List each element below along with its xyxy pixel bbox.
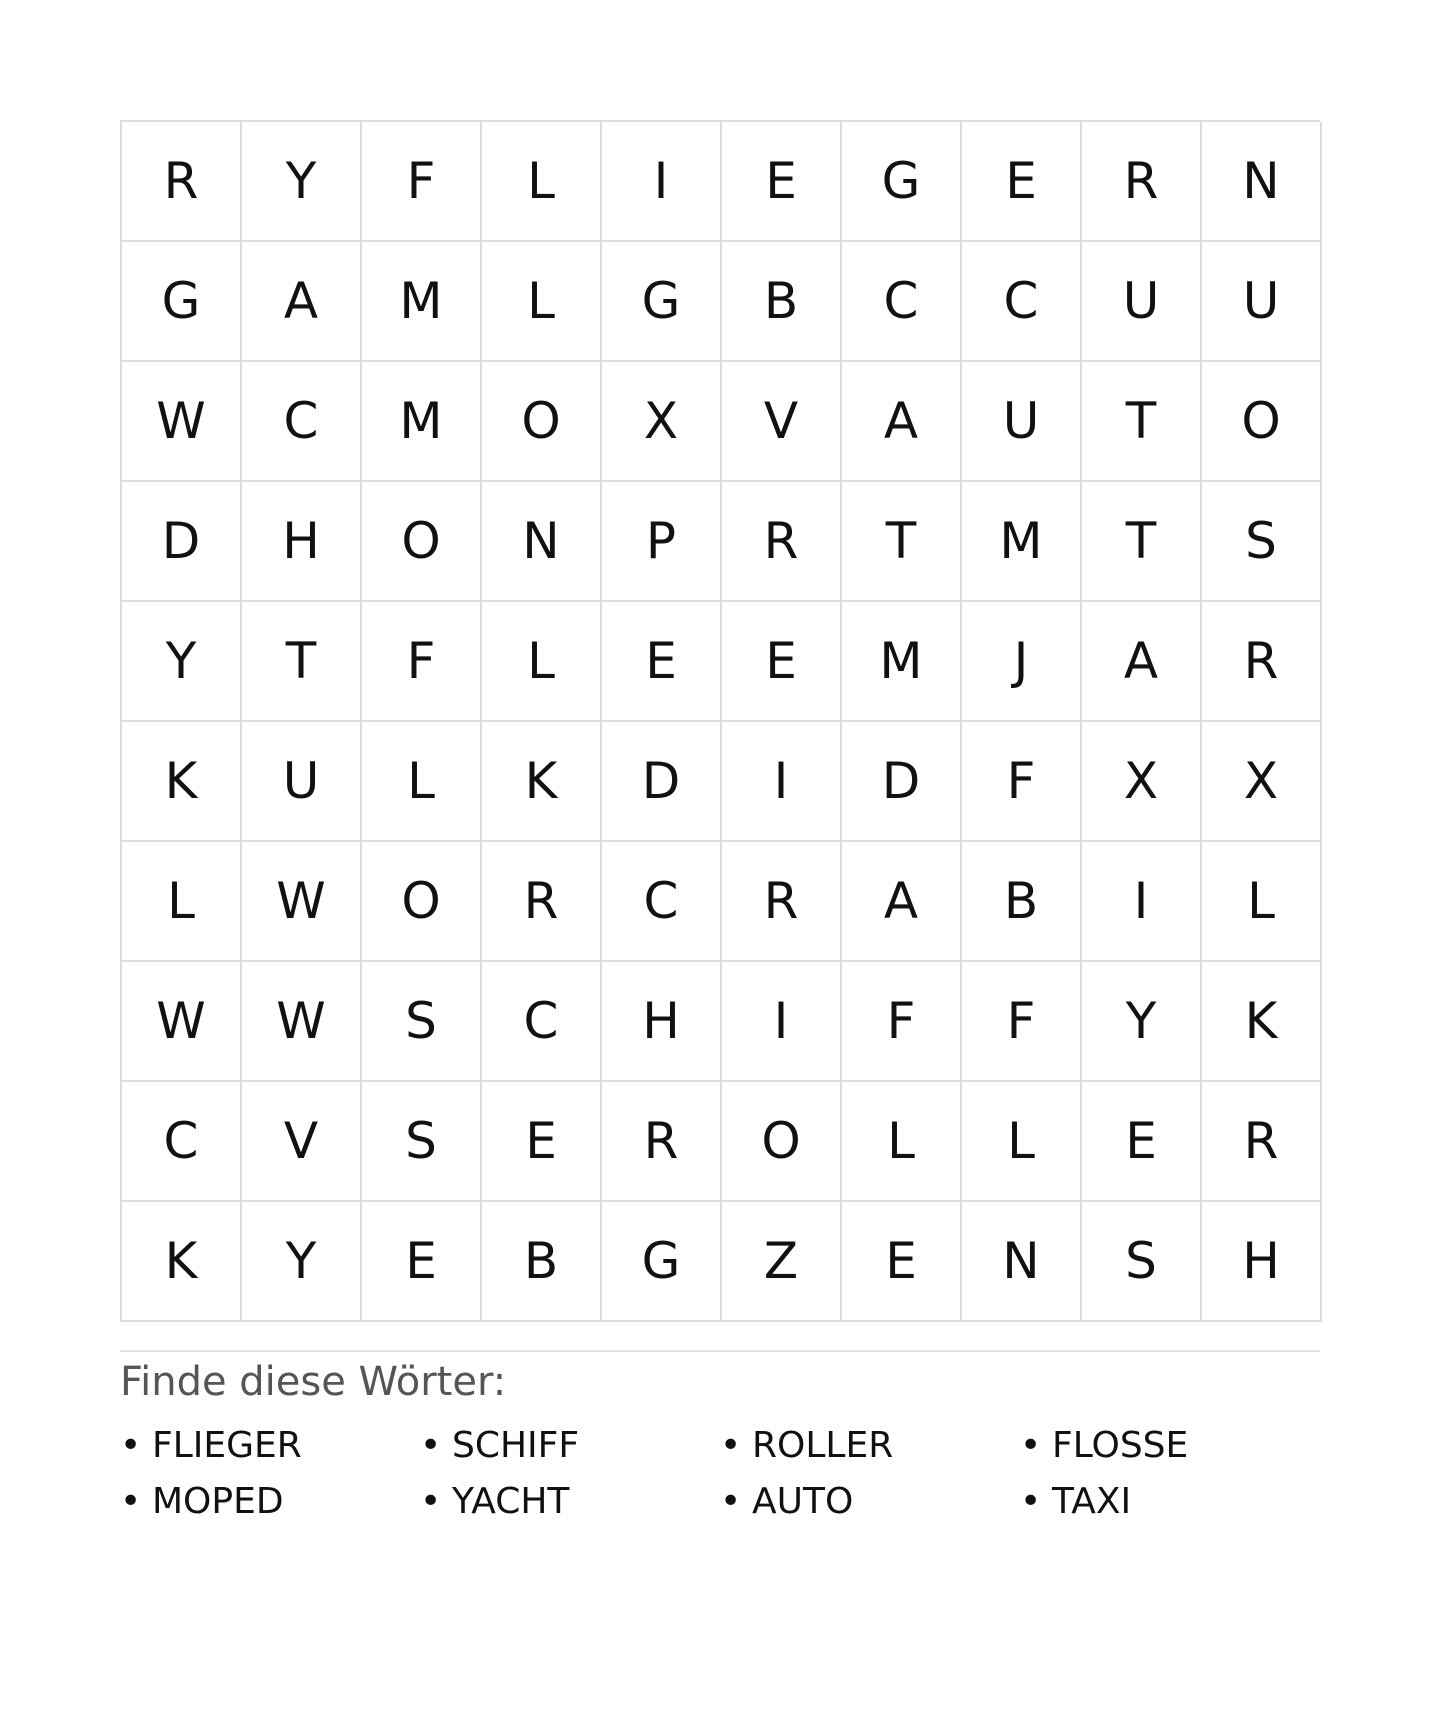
grid-cell[interactable]: T <box>242 602 362 722</box>
grid-cell[interactable]: O <box>1202 362 1322 482</box>
grid-cell[interactable]: C <box>242 362 362 482</box>
bullet-icon: • <box>420 1425 442 1466</box>
grid-cell[interactable]: N <box>1202 122 1322 242</box>
grid-cell[interactable]: X <box>1082 722 1202 842</box>
grid-cell[interactable]: K <box>122 722 242 842</box>
grid-cell[interactable]: H <box>1202 1202 1322 1322</box>
grid-cell[interactable]: S <box>362 1082 482 1202</box>
letter-grid <box>120 120 1320 1322</box>
grid-cell[interactable]: R <box>602 1082 722 1202</box>
grid-cell[interactable]: W <box>242 962 362 1082</box>
word-label: SCHIFF <box>452 1425 580 1466</box>
grid-cell[interactable]: E <box>362 1202 482 1322</box>
grid-cell[interactable]: M <box>842 602 962 722</box>
grid-cell[interactable]: M <box>962 482 1082 602</box>
grid-cell[interactable]: O <box>482 362 602 482</box>
grid-cell[interactable]: O <box>362 482 482 602</box>
grid-cell[interactable]: D <box>842 722 962 842</box>
grid-cell[interactable]: E <box>1082 1082 1202 1202</box>
grid-cell[interactable]: T <box>842 482 962 602</box>
grid-cell[interactable]: E <box>482 1082 602 1202</box>
word-list-item <box>720 1474 1020 1530</box>
grid-cell[interactable]: B <box>962 842 1082 962</box>
grid-cell[interactable]: A <box>842 842 962 962</box>
grid-cell[interactable]: R <box>1202 602 1322 722</box>
grid-cell[interactable]: J <box>962 602 1082 722</box>
grid-cell[interactable]: G <box>602 242 722 362</box>
grid-cell[interactable]: L <box>482 242 602 362</box>
grid-cell[interactable]: P <box>602 482 722 602</box>
grid-cell[interactable]: S <box>1202 482 1322 602</box>
word-label: MOPED <box>152 1481 284 1522</box>
grid-cell[interactable]: H <box>242 482 362 602</box>
grid-cell[interactable]: F <box>962 722 1082 842</box>
grid-cell[interactable]: K <box>1202 962 1322 1082</box>
grid-cell[interactable]: E <box>842 1202 962 1322</box>
grid-cell[interactable]: I <box>1082 842 1202 962</box>
grid-cell[interactable]: E <box>602 602 722 722</box>
grid-cell[interactable]: W <box>122 362 242 482</box>
grid-cell[interactable]: Z <box>722 1202 842 1322</box>
bullet-icon: • <box>120 1481 142 1522</box>
word-search-puzzle <box>120 120 1320 1530</box>
grid-cell[interactable]: M <box>362 242 482 362</box>
grid-cell[interactable]: L <box>362 722 482 842</box>
grid-cell[interactable]: U <box>962 362 1082 482</box>
grid-cell[interactable]: F <box>842 962 962 1082</box>
grid-cell[interactable]: G <box>602 1202 722 1322</box>
grid-cell[interactable]: L <box>962 1082 1082 1202</box>
grid-cell[interactable]: B <box>482 1202 602 1322</box>
grid-cell[interactable]: R <box>722 842 842 962</box>
word-list <box>120 1418 1320 1530</box>
bullet-icon: • <box>420 1481 442 1522</box>
grid-cell[interactable]: I <box>602 122 722 242</box>
bullet-icon: • <box>1020 1481 1042 1522</box>
grid-cell[interactable]: F <box>362 122 482 242</box>
grid-cell[interactable]: F <box>362 602 482 722</box>
grid-cell[interactable]: I <box>722 962 842 1082</box>
grid-cell[interactable]: C <box>482 962 602 1082</box>
grid-cell[interactable]: X <box>1202 722 1322 842</box>
grid-cell[interactable]: G <box>122 242 242 362</box>
divider <box>120 1350 1320 1352</box>
word-label: FLOSSE <box>1052 1425 1189 1466</box>
grid-cell[interactable]: C <box>602 842 722 962</box>
grid-cell[interactable]: I <box>722 722 842 842</box>
grid-cell[interactable]: L <box>482 602 602 722</box>
word-label: TAXI <box>1052 1481 1132 1522</box>
grid-cell[interactable]: E <box>962 122 1082 242</box>
grid-cell[interactable]: L <box>122 842 242 962</box>
grid-cell[interactable]: K <box>482 722 602 842</box>
bullet-icon: • <box>120 1425 142 1466</box>
grid-cell[interactable]: O <box>722 1082 842 1202</box>
grid-cell[interactable]: C <box>962 242 1082 362</box>
grid-cell[interactable]: W <box>122 962 242 1082</box>
grid-cell[interactable]: F <box>962 962 1082 1082</box>
grid-cell[interactable]: Y <box>122 602 242 722</box>
grid-cell[interactable]: N <box>962 1202 1082 1322</box>
grid-cell[interactable]: T <box>1082 362 1202 482</box>
word-label: FLIEGER <box>152 1425 302 1466</box>
word-label: AUTO <box>752 1481 854 1522</box>
grid-cell[interactable]: S <box>1082 1202 1202 1322</box>
grid-cell[interactable]: T <box>1082 482 1202 602</box>
grid-cell[interactable]: L <box>842 1082 962 1202</box>
grid-cell[interactable]: D <box>602 722 722 842</box>
grid-cell[interactable]: V <box>722 362 842 482</box>
grid-cell[interactable]: U <box>242 722 362 842</box>
grid-cell[interactable]: Y <box>242 122 362 242</box>
word-list-item <box>120 1474 420 1530</box>
grid-cell[interactable]: E <box>722 602 842 722</box>
grid-cell[interactable]: R <box>722 482 842 602</box>
bullet-icon: • <box>720 1425 742 1466</box>
word-label: YACHT <box>452 1481 570 1522</box>
grid-cell[interactable]: A <box>1082 602 1202 722</box>
grid-cell[interactable]: X <box>602 362 722 482</box>
grid-cell[interactable]: C <box>122 1082 242 1202</box>
word-list-item <box>420 1474 720 1530</box>
word-list-item <box>720 1418 1020 1474</box>
grid-cell[interactable]: H <box>602 962 722 1082</box>
grid-cell[interactable]: R <box>122 122 242 242</box>
grid-cell[interactable]: R <box>1202 1082 1322 1202</box>
grid-cell[interactable]: S <box>362 962 482 1082</box>
grid-cell[interactable]: D <box>122 482 242 602</box>
grid-cell[interactable]: M <box>362 362 482 482</box>
word-label: ROLLER <box>752 1425 894 1466</box>
grid-cell[interactable]: L <box>482 122 602 242</box>
grid-cell[interactable]: E <box>722 122 842 242</box>
word-list-item <box>1020 1474 1320 1530</box>
grid-cell[interactable]: O <box>362 842 482 962</box>
grid-cell[interactable]: V <box>242 1082 362 1202</box>
grid-cell[interactable]: A <box>842 362 962 482</box>
grid-cell[interactable]: L <box>1202 842 1322 962</box>
grid-cell[interactable]: C <box>842 242 962 362</box>
grid-cell[interactable]: N <box>482 482 602 602</box>
grid-cell[interactable]: A <box>242 242 362 362</box>
word-list-prompt: Finde diese Wörter: <box>120 1359 507 1405</box>
word-list-item <box>120 1418 420 1474</box>
word-list-item <box>420 1418 720 1474</box>
grid-cell[interactable]: B <box>722 242 842 362</box>
grid-cell[interactable]: U <box>1082 242 1202 362</box>
grid-cell[interactable]: K <box>122 1202 242 1322</box>
grid-cell[interactable]: Y <box>242 1202 362 1322</box>
grid-cell[interactable]: W <box>242 842 362 962</box>
grid-cell[interactable]: R <box>1082 122 1202 242</box>
word-list-item <box>1020 1418 1320 1474</box>
grid-cell[interactable]: G <box>842 122 962 242</box>
grid-cell[interactable]: R <box>482 842 602 962</box>
grid-cell[interactable]: Y <box>1082 962 1202 1082</box>
bullet-icon: • <box>720 1481 742 1522</box>
grid-cell[interactable]: U <box>1202 242 1322 362</box>
bullet-icon: • <box>1020 1425 1042 1466</box>
